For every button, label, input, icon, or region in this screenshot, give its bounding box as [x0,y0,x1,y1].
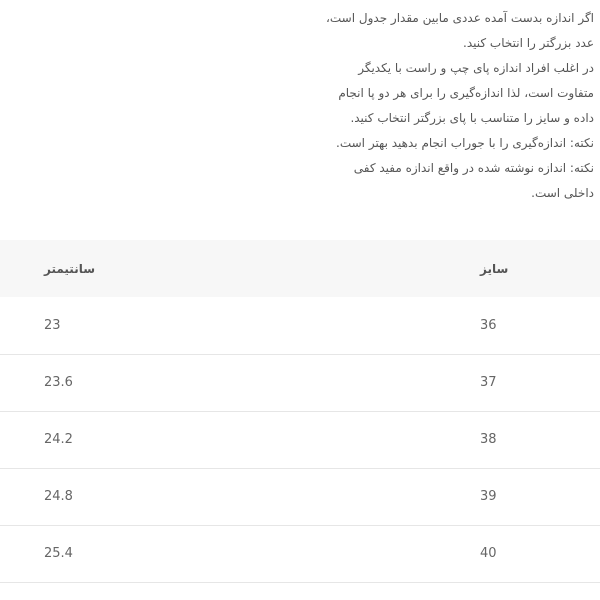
cell-size: 38 [480,432,497,447]
note-line: نکته: اندازه نوشته شده در واقع اندازه مفید کفی [353,161,594,175]
cell-size: 40 [480,546,497,561]
header-centimeter: سانتیمتر [44,261,96,276]
cell-centimeter: 23.6 [44,375,73,390]
note-line: در اغلب افراد اندازه پای چپ و راست با یکدیگر [358,61,594,75]
header-size: سایز [480,261,509,276]
table-row [0,525,600,582]
table-header-row [0,240,600,297]
table-row [0,411,600,468]
note-line: داخلی است. [531,186,594,200]
note-line: متفاوت است، لذا اندازه‌گیری را برای هر دو پا انجام [338,86,594,100]
cell-size: 37 [480,375,497,390]
cell-centimeter: 25.4 [44,546,73,561]
table-row [0,468,600,525]
cell-centimeter: 24.2 [44,432,73,447]
note-line: داده و سایز را متناسب با پای بزرگتر انتخاب کنید. [350,111,594,125]
cell-size: 36 [480,317,497,333]
table-row [0,297,600,354]
table-row [0,354,600,411]
size-guide-notes [264,6,594,206]
note-line: اگر اندازه بدست آمده عددی مابین مقدار جدول است، [326,11,594,25]
note-line: نکته: اندازه‌گیری را با جوراب انجام بدهید بهتر است. [336,136,594,150]
cell-size: 39 [480,489,497,504]
cell-centimeter: 23 [44,317,61,333]
note-line: عدد بزرگتر را انتخاب کنید. [463,36,594,50]
size-chart-table [0,240,600,583]
cell-centimeter: 24.8 [44,489,73,504]
